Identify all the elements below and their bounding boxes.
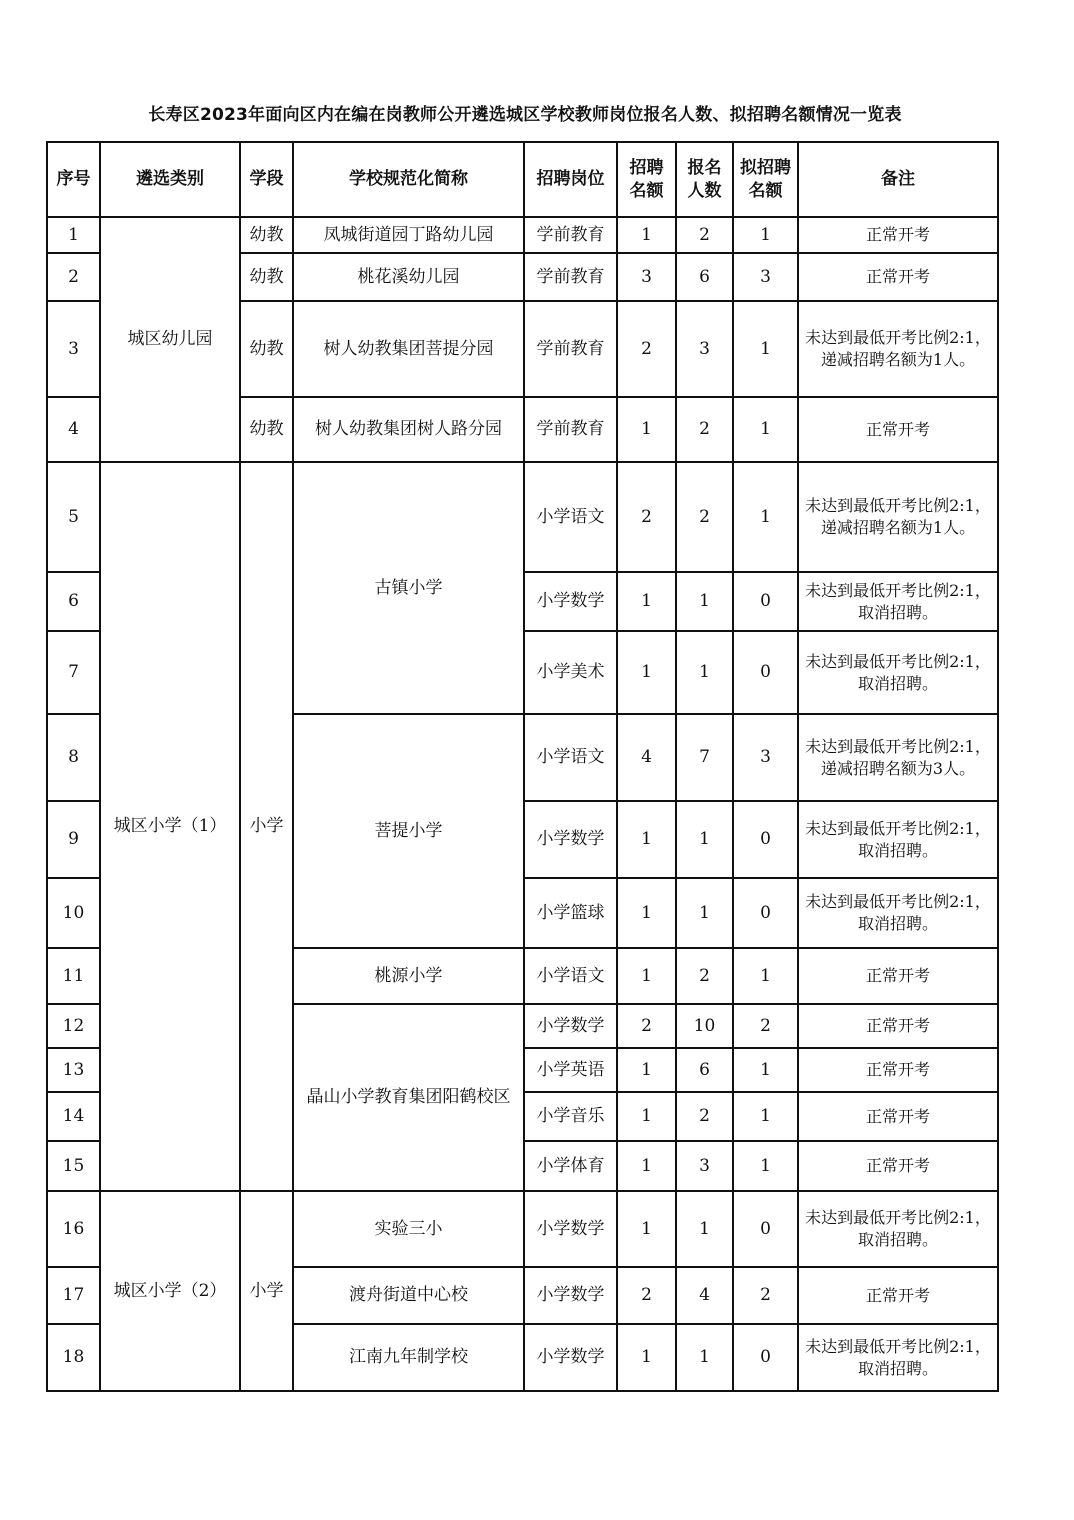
position-cell: 小学数学 — [524, 801, 617, 878]
planned-cell: 3 — [733, 253, 798, 301]
school-cell: 桃花溪幼儿园 — [293, 253, 524, 301]
quota-cell: 1 — [617, 1324, 676, 1391]
position-cell: 小学数学 — [524, 1004, 617, 1048]
quota-cell: 4 — [617, 714, 676, 801]
recruitment-table — [46, 141, 999, 1392]
header-seq: 序号 — [47, 142, 100, 217]
planned-cell: 0 — [733, 1191, 798, 1267]
planned-cell: 1 — [733, 948, 798, 1004]
quota-cell: 2 — [617, 1004, 676, 1048]
school-cell: 树人幼教集团树人路分园 — [293, 397, 524, 462]
remark-cell: 正常开考 — [798, 253, 998, 301]
quota-cell: 2 — [617, 301, 676, 397]
remark-cell: 未达到最低开考比例2:1，取消招聘。 — [798, 878, 998, 948]
quota-cell: 1 — [617, 1191, 676, 1267]
remark-cell: 未达到最低开考比例2:1，取消招聘。 — [798, 1191, 998, 1267]
planned-cell: 0 — [733, 878, 798, 948]
seq-cell: 16 — [47, 1191, 100, 1267]
position-cell: 学前教育 — [524, 397, 617, 462]
stage-cell: 幼教 — [240, 301, 293, 397]
category-cell: 城区幼儿园 — [100, 217, 240, 462]
stage-cell: 小学 — [240, 462, 293, 1191]
category-cell: 城区小学（1） — [100, 462, 240, 1191]
school-cell: 实验三小 — [293, 1191, 524, 1267]
header-school: 学校规范化简称 — [293, 142, 524, 217]
applicants-cell: 1 — [676, 572, 733, 631]
quota-cell: 1 — [617, 878, 676, 948]
position-cell: 小学数学 — [524, 1324, 617, 1391]
remark-cell: 正常开考 — [798, 397, 998, 462]
applicants-cell: 6 — [676, 1048, 733, 1092]
position-cell: 小学数学 — [524, 572, 617, 631]
quota-cell: 1 — [617, 1141, 676, 1191]
position-cell: 学前教育 — [524, 301, 617, 397]
applicants-cell: 2 — [676, 462, 733, 572]
remark-cell: 未达到最低开考比例2:1，取消招聘。 — [798, 572, 998, 631]
header-quota: 招聘名额 — [617, 142, 676, 217]
seq-cell: 13 — [47, 1048, 100, 1092]
applicants-cell: 2 — [676, 397, 733, 462]
planned-cell: 0 — [733, 801, 798, 878]
planned-cell: 2 — [733, 1267, 798, 1324]
remark-cell: 正常开考 — [798, 948, 998, 1004]
applicants-cell: 6 — [676, 253, 733, 301]
remark-cell: 正常开考 — [798, 1141, 998, 1191]
position-cell: 小学美术 — [524, 631, 617, 714]
planned-cell: 1 — [733, 301, 798, 397]
applicants-cell: 1 — [676, 631, 733, 714]
stage-cell: 幼教 — [240, 253, 293, 301]
header-applicants: 报名人数 — [676, 142, 733, 217]
seq-cell: 18 — [47, 1324, 100, 1391]
position-cell: 小学体育 — [524, 1141, 617, 1191]
seq-cell: 7 — [47, 631, 100, 714]
quota-cell: 1 — [617, 1092, 676, 1141]
stage-cell: 小学 — [240, 1191, 293, 1391]
planned-cell: 0 — [733, 1324, 798, 1391]
seq-cell: 1 — [47, 217, 100, 253]
position-cell: 小学音乐 — [524, 1092, 617, 1141]
school-cell: 渡舟街道中心校 — [293, 1267, 524, 1324]
quota-cell: 1 — [617, 397, 676, 462]
header-stage: 学段 — [240, 142, 293, 217]
applicants-cell: 2 — [676, 1092, 733, 1141]
applicants-cell: 1 — [676, 801, 733, 878]
seq-cell: 3 — [47, 301, 100, 397]
position-cell: 学前教育 — [524, 253, 617, 301]
quota-cell: 1 — [617, 572, 676, 631]
table-row — [47, 217, 998, 253]
planned-cell: 1 — [733, 217, 798, 253]
header-row — [47, 142, 998, 217]
applicants-cell: 1 — [676, 878, 733, 948]
header-category: 遴选类别 — [100, 142, 240, 217]
planned-cell: 1 — [733, 462, 798, 572]
seq-cell: 12 — [47, 1004, 100, 1048]
seq-cell: 11 — [47, 948, 100, 1004]
applicants-cell: 2 — [676, 948, 733, 1004]
seq-cell: 4 — [47, 397, 100, 462]
applicants-cell: 2 — [676, 217, 733, 253]
planned-cell: 0 — [733, 631, 798, 714]
header-position: 招聘岗位 — [524, 142, 617, 217]
table-row — [47, 1191, 998, 1267]
seq-cell: 10 — [47, 878, 100, 948]
quota-cell: 2 — [617, 462, 676, 572]
quota-cell: 1 — [617, 1048, 676, 1092]
remark-cell: 未达到最低开考比例2:1，递减招聘名额为1人。 — [798, 301, 998, 397]
position-cell: 小学数学 — [524, 1267, 617, 1324]
school-cell: 凤城街道园丁路幼儿园 — [293, 217, 524, 253]
seq-cell: 8 — [47, 714, 100, 801]
planned-cell: 2 — [733, 1004, 798, 1048]
school-cell: 晶山小学教育集团阳鹤校区 — [293, 1004, 524, 1191]
stage-cell: 幼教 — [240, 397, 293, 462]
applicants-cell: 3 — [676, 1141, 733, 1191]
position-cell: 小学篮球 — [524, 878, 617, 948]
remark-cell: 未达到最低开考比例2:1，递减招聘名额为3人。 — [798, 714, 998, 801]
quota-cell: 3 — [617, 253, 676, 301]
school-cell: 菩提小学 — [293, 714, 524, 948]
remark-cell: 未达到最低开考比例2:1，取消招聘。 — [798, 631, 998, 714]
remark-cell: 正常开考 — [798, 1092, 998, 1141]
stage-cell: 幼教 — [240, 217, 293, 253]
seq-cell: 14 — [47, 1092, 100, 1141]
seq-cell: 6 — [47, 572, 100, 631]
position-cell: 学前教育 — [524, 217, 617, 253]
remark-cell: 未达到最低开考比例2:1，递减招聘名额为1人。 — [798, 462, 998, 572]
position-cell: 小学语文 — [524, 462, 617, 572]
remark-cell: 未达到最低开考比例2:1，取消招聘。 — [798, 1324, 998, 1391]
quota-cell: 1 — [617, 801, 676, 878]
applicants-cell: 1 — [676, 1324, 733, 1391]
applicants-cell: 7 — [676, 714, 733, 801]
planned-cell: 1 — [733, 1141, 798, 1191]
applicants-cell: 1 — [676, 1191, 733, 1267]
planned-cell: 1 — [733, 1092, 798, 1141]
applicants-cell: 4 — [676, 1267, 733, 1324]
seq-cell: 17 — [47, 1267, 100, 1324]
applicants-cell: 10 — [676, 1004, 733, 1048]
position-cell: 小学语文 — [524, 948, 617, 1004]
header-planned: 拟招聘名额 — [733, 142, 798, 217]
school-cell: 江南九年制学校 — [293, 1324, 524, 1391]
remark-cell: 正常开考 — [798, 1004, 998, 1048]
planned-cell: 3 — [733, 714, 798, 801]
planned-cell: 0 — [733, 572, 798, 631]
header-remark: 备注 — [798, 142, 998, 217]
school-cell: 桃源小学 — [293, 948, 524, 1004]
applicants-cell: 3 — [676, 301, 733, 397]
remark-cell: 正常开考 — [798, 1048, 998, 1092]
seq-cell: 2 — [47, 253, 100, 301]
table-row — [47, 462, 998, 572]
school-cell: 古镇小学 — [293, 462, 524, 714]
remark-cell: 正常开考 — [798, 1267, 998, 1324]
page-title: 长寿区2023年面向区内在编在岗教师公开遴选城区学校教师岗位报名人数、拟招聘名额情况一览表 — [148, 105, 902, 125]
quota-cell: 1 — [617, 631, 676, 714]
position-cell: 小学语文 — [524, 714, 617, 801]
quota-cell: 2 — [617, 1267, 676, 1324]
planned-cell: 1 — [733, 1048, 798, 1092]
seq-cell: 5 — [47, 462, 100, 572]
seq-cell: 15 — [47, 1141, 100, 1191]
quota-cell: 1 — [617, 948, 676, 1004]
quota-cell: 1 — [617, 217, 676, 253]
remark-cell: 正常开考 — [798, 217, 998, 253]
position-cell: 小学数学 — [524, 1191, 617, 1267]
category-cell: 城区小学（2） — [100, 1191, 240, 1391]
position-cell: 小学英语 — [524, 1048, 617, 1092]
remark-cell: 未达到最低开考比例2:1，取消招聘。 — [798, 801, 998, 878]
planned-cell: 1 — [733, 397, 798, 462]
seq-cell: 9 — [47, 801, 100, 878]
school-cell: 树人幼教集团菩提分园 — [293, 301, 524, 397]
